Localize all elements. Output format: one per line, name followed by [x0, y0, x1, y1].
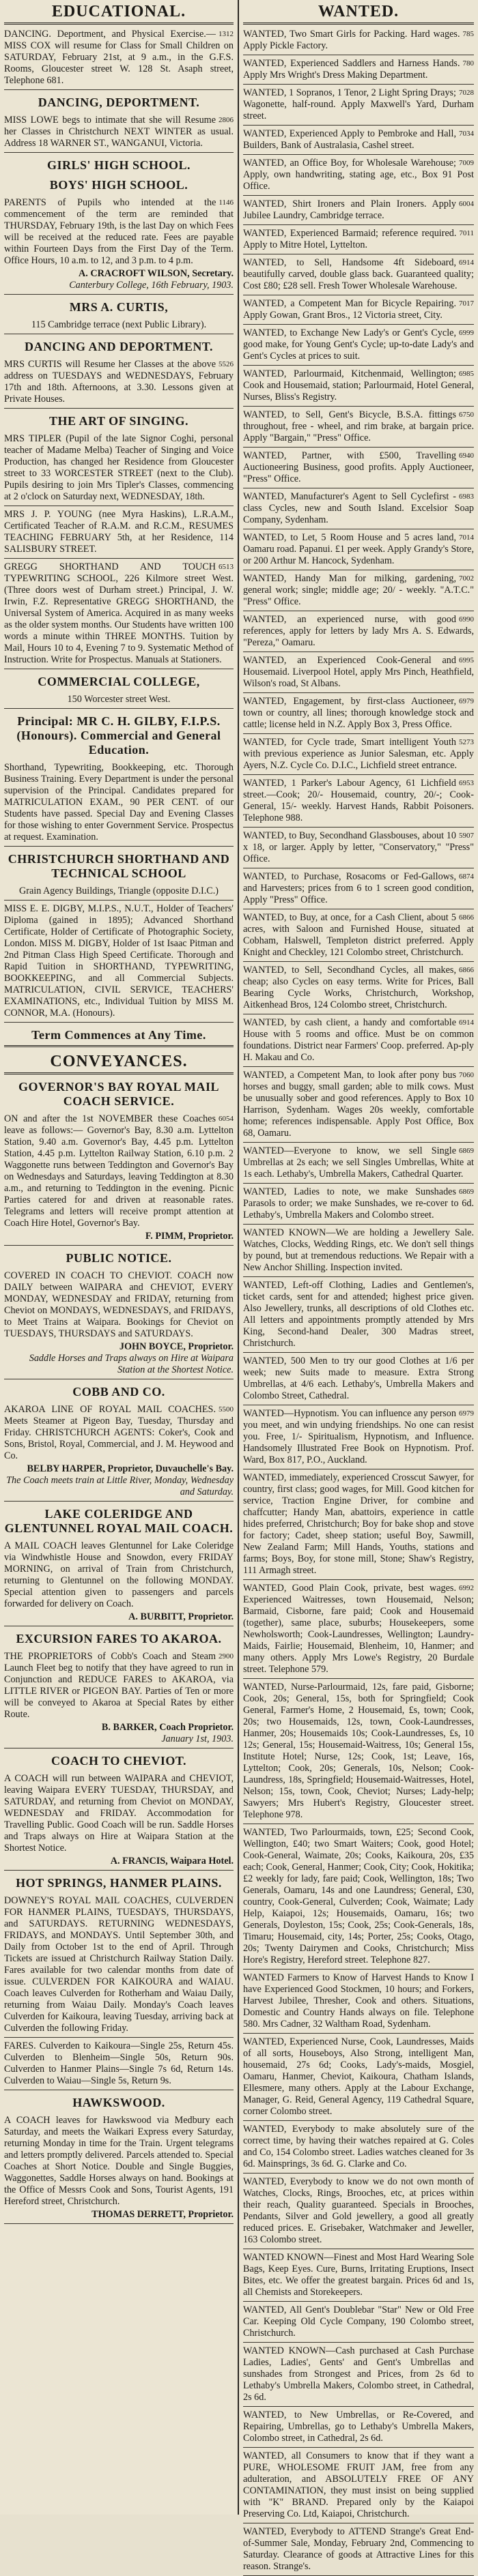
ad-text: WANTED, an Office Boy, for Wholesale Warehouse; Apply, own handwriting, stating age, etc., Box 91 Post Office.: [243, 158, 474, 192]
section-heading: THE ART OF SINGING.: [49, 414, 188, 428]
ad-text: WANTED, to New Umbrellas, or Re-Covered, and Repairing, Umbrellas, go to Lethaby's Umbrella Makers, Colombo street, in Cathedral, 2s 6d.: [243, 2410, 474, 2444]
ad-reference-number: 6953: [459, 779, 474, 787]
advertisement: [4, 430, 234, 506]
wanted-ad: [243, 909, 474, 962]
ad-footnote: Saddle Horses and Traps always on Hire at Waipara Station at the Shortest Notice.: [29, 1353, 234, 1375]
ad-text: WANTED, Partner, with £500, Travelling Auctioneering Business, good profits. Apply Auctioneer, "Press" Office.: [243, 450, 474, 484]
wanted-ad: [243, 55, 474, 85]
ad-text: WANTED, Left-off Clothing, Ladies and Gentlemen's, ticket cards, sent for and attended; highest price given. Also Jewellery, trunks, all descriptions of old Clothes etc. All letters and appointments promptly attended by Mrs King, Second-hand Dealer, 300 Madras street, Christchurch.: [243, 1280, 474, 1349]
ad-text: PARENTS of Pupils who intended at the commencement of the term are reminded that THURSDAY, February 19th, is the last Day on which Fees will be received at the reduced rate. Fees are payable within Fourteen Days from the First Day of the Term. Office Hours, 10 a.m. to 12, and 3 p.m. to 4 p.m.: [4, 197, 234, 266]
ad-text: A MAIL COACH leaves Glentunnel for Lake Coleridge via Windwhistle House and Snowdon, every FRIDAY MORNING, on arrival of Train from Christchurch, returning to Glentunnel on the following MONDAY. Special attention given to passengers and parcels forwarded for delivery on Coach.: [4, 1540, 234, 1609]
ad-text: WANTED, Experienced Apply to Pembroke and Hall, Builders, Bank of Australasia, Cashel street.: [243, 128, 456, 151]
advertisement: [4, 112, 234, 153]
section-heading: COMMERCIAL COLLEGE,: [38, 675, 200, 688]
divider: [4, 1045, 234, 1047]
ad-reference-number: 6992: [459, 1584, 474, 1592]
advertisement: [4, 1892, 234, 2038]
ad-reference-number: 6750: [459, 411, 474, 419]
ad-text: WANTED, an Experienced Cook-General and Housemaid. Liverpool Hotel, apply Mrs Pinch, Heathfield, Wilson's road, St Albans.: [243, 655, 474, 689]
ad-reference-number: 6869: [459, 1188, 474, 1196]
wanted-ad: [243, 1067, 474, 1143]
ad-text: WANTED, by cash client, a handy and comfortable House with 5 rooms and office. Must be on common foundations. District near Farmers' Coop. preferred. Ap-ply H. Makau and Co.: [243, 1017, 474, 1063]
ad-reference-number: 6990: [459, 615, 474, 624]
wanted-ad: [243, 611, 474, 652]
wanted-ad: [243, 126, 474, 155]
ad-text: WANTED, to Buy, at once, for a Cash Client, about 5 acres, with Saloon and Furnished House, situated at Cobham, Halswell, Templeton district preferred. Apply Knight and Checkley, 121 Colombo street, Christchurch.: [243, 912, 474, 958]
ad-text: WANTED—Hypnotism. You can influence any person you meet, and win undying friendships. No one can resist you. Free, 1/- Spiritualism, Hypnotism, and Influence. Handsomely Illustrated Free Book on Hypnotism. Prof. Ward, Box 817, P.O., Auckland.: [243, 1408, 474, 1465]
ad-text: WANTED, to Sell, Handsome 4ft Sideboard, beautifully carved, double glass back. Guaranteed quality; Cost £80; £28 sell. Fresh Tower Wholesale Warehouse.: [243, 257, 474, 291]
ad-text: WANTED, to Purchase, Rosacoms or Fed-Gallows, and Harvesters; prices from 6 to 1 screen good condition, Apply "Press" Office.: [243, 871, 474, 905]
wanted-ad: [243, 734, 474, 775]
ad-reference-number: 7017: [459, 299, 474, 308]
ad-text: WANTED, to Sell, Secondhand Cycles, all makes, cheap; also Cycles on easy terms. Write for Prices, Ball Bearing Cycle Works, Christchurch, Workshop, Aitkenhead Bros, 124 Colombo street, Christchurch.: [243, 965, 474, 1010]
ad-text: WANTED, all Consumers to know that if they want a PURE, WHOLESOME FRUIT JAM, free from any adulteration, and ABSOLUTELY FREE OF ANY CONTAMINATION, they must insist on being supplied with "K" BRAND. Prepared only by the Kaiapoi Preserving Co. Ltd, Kaiapoi, Christchurch.: [243, 2450, 474, 2519]
advertisement: [4, 317, 234, 334]
ad-text: WANTED, Two Smart Girls for Packing. Hard wages. Apply Pickle Factory.: [243, 29, 460, 51]
ad-reference-number: 6874: [459, 873, 474, 881]
ad-text: WANTED, 500 Men to try our good Clothes at 1/6 per week; new Suits made to measure. Extra Strong Umbrellas, at 4/6 each. Lethaby's, Umbrella Makers and Colombo Street, Cathedral.: [243, 1356, 474, 1401]
wanted-ad: [243, 868, 474, 909]
advertisement: [4, 26, 234, 90]
wanted-ad: [243, 407, 474, 448]
wanted-ad: [243, 85, 474, 126]
ad-reference-number: 6004: [459, 200, 474, 208]
wanted-ad: [243, 295, 474, 325]
ad-text: WANTED, Engagement, by first-class Auctioneer, town or country, all lines; thorough knowledge stock and cattle; license held in N.Z. Apply Box 3, Press Office.: [243, 696, 474, 730]
ad-reference-number: 5907: [459, 832, 474, 840]
wanted-ad: [243, 26, 474, 55]
ad-reference-number: 2806: [219, 116, 234, 124]
ad-reference-number: 6979: [459, 1409, 474, 1418]
ad-reference-number: 6914: [459, 259, 474, 267]
ad-text: AKAROA LINE OF ROYAL MAIL COACHES. Meets Steamer at Pigeon Bay, Tuesday, Thursday and Friday. CHRISTCHURCH AGENTS: Coker's, Cook and Sons, Bristol, Royal, Commercial, and J. M. Heywood and Co.: [4, 1404, 234, 1461]
ad-text: WANTED, an experienced nurse, with good references, apply for letters by lady Mrs A. S. Edwards, "Pereza," Oamaru.: [243, 614, 474, 648]
wanted-ad: [243, 1970, 474, 2034]
advertisement: [4, 194, 234, 295]
ad-text: WANTED, a Competent Man, to look after pony bus horses and buggy, small garden; able to milk cows. Must be unusually sober and good references. Apply to Box 10 Harrison, Sydenham. Wages 20s weekly, comfortable home; references indispensable. Apply Post Office, Box 68, Oamaru.: [243, 1070, 474, 1139]
wanted-ad: [243, 155, 474, 196]
wanted-ad: [243, 488, 474, 529]
ad-signature: THOMAS DERRETT, Proprietor.: [92, 2209, 234, 2220]
wanted-ad: [243, 529, 474, 570]
ad-text: Shorthand, Typewriting, Bookkeeping, etc. Thorough Business Training. Every Department is under the personal supervision of the Principal. Candidates prepared for MATRICULATION EXAM., 90 PER CENT. of our Students have passed. Special Day and Evening Classes for those wishing to enter Government Service. Prospectus at request. Examination.: [4, 762, 234, 843]
ad-text: A COACH will run between WAIPARA and CHEVIOT, leaving Waipara EVERY TUESDAY, THURSDAY, and SATURDAY, and returning from Cheviot on MONDAY, WEDNESDAY and FRIDAY. Accommodation for Travelling Public. Good Coach will be run. Saddle Horses and Traps always on Hire at Waipara Station at the Shortest Notice.: [4, 1773, 234, 1854]
wanted-ad: [243, 2407, 474, 2448]
ad-reference-number: 6979: [459, 697, 474, 705]
ad-signature: A. CRACROFT WILSON, Secretary.: [79, 268, 234, 279]
advertisement: [4, 1770, 234, 1871]
ad-reference-number: 7034: [459, 130, 474, 138]
advertisement: [4, 1111, 234, 1246]
ad-text: THE PROPRIETORS of Cobb's Coach and Steam Launch Fleet beg to notify that they have agreed to run in Conjunction and REDUCE FARES to AKAROA, via LITTLE RIVER or PIGEON BAY. Parties of Ten or more will be conveyed to Akaroa at Special Rates by either Route.: [4, 1651, 234, 1720]
ad-reference-number: 7002: [459, 574, 474, 583]
ad-text: WANTED, Everybody to know we do not own month of Watches, Clocks, Rings, Brooches, etc, at prices within their reach, Quality guaranteed. Specials in Brooches, Pendants, Silver and Gold jewellery, a good all greatly reduced prices. E. Grisebaker, Watchmaker and Jeweller, 163 Colombo street.: [243, 2176, 474, 2245]
wanted-ad: [243, 2121, 474, 2174]
ad-text: WANTED, Manufacturer's Agent to Sell Cyclefirst - class Cycles, new and South Island. Excelsior Soap Company, Sydenham.: [243, 491, 474, 525]
ad-text: WANTED KNOWN—Cash purchased at Cash Purchase Ladies, Ladies', Gents' and Gent's Umbrellas and sunshades from Strongest and Prices, from 2s 6d to Lethaby's Umbrella Makers, Colombo street, in Cathedral, 2s 6d.: [243, 2345, 474, 2403]
ad-reference-number: 6869: [459, 1147, 474, 1155]
ad-text: WANTED, 1 Sopranos, 1 Tenor, 2 Light Spring Drays; Wagonette, half-round. Apply Maxwell's Yard, Durham street.: [243, 87, 474, 121]
ad-reference-number: 5526: [219, 360, 234, 368]
ad-reference-number: 5500: [219, 1405, 234, 1414]
advertisement: [4, 356, 234, 409]
ad-reference-number: 7028: [459, 89, 474, 97]
ad-reference-number: 5273: [459, 738, 474, 746]
ad-text: A COACH leaves for Hawkswood via Medbury each Saturday, and meets the Waikari Express every Saturday, returning Monday in time for the Train. Urgent telegrams and letters promptly delivered. Parcels attended to. Special Coaches at Short Notice. Double and Single Buggies, Waggonettes, Saddle Horses always on hand. Bookings at the Office of Messrs Cook and Sons, Tourist Agents, 191 Hereford street, Christchurch.: [4, 2115, 234, 2207]
ad-text: ON and after the 1st NOVEMBER these Coaches leave as follows:— Governor's Bay, 8.30 a.m. Lyttelton Station, 9.40 a.m. Governor's Bay, 4.45 p.m. Lyttelton Station, 4.45 p.m. Lyttelton Railway Station, 6.10 p.m. 2 Waggonette runs between Teddington and Governor's Bay on Wednesdays and Saturdays, leaving Teddington at 8.30 a.m., and returning to Teddington in the evening. Picnic Parties catered for and driven at reasonable rates. Telegrams and letters will receive prompt attention at Coach Hire Hotel, Governor's Bay.: [4, 1113, 234, 1229]
advertisement: [4, 1401, 234, 1502]
ad-text: 115 Cambridge terrace (next Public Library).: [31, 319, 207, 330]
ad-text: 150 Worcester street West.: [67, 694, 171, 705]
ad-signature: A. FRANCIS, Waipara Hotel.: [110, 1856, 234, 1867]
wanted-ad: [243, 2249, 474, 2302]
advertisement: [4, 506, 234, 559]
ad-reference-number: 6054: [219, 1115, 234, 1123]
section-heading: HAWKSWOOD.: [72, 2096, 165, 2109]
ad-text: WANTED—Everyone to know, we sell Single Umbrellas at 2s each; we sell Singles Umbrellas, White at 1s each. Lethaby's, Umbrella Makers, Cathedral Quarter.: [243, 1145, 474, 1180]
wanted-ad: [243, 1014, 474, 1067]
wanted-ad: [243, 2302, 474, 2343]
ad-text: COVERED IN COACH TO CHEVIOT. COACH now DAILY between WAIPARA and CHEVIOT, EVERY MONDAY, WEDNESDAY and FRIDAY, returning from Cheviot on MONDAYS, WEDNESDAYS, and FRIDAYS, to Meet Trains at Waipara. Bookings for Cheviot on TUESDAYS, THURSDAYS and SATURDAYS.: [4, 1270, 234, 1339]
section-heading: EXCURSION FARES TO AKAROA.: [16, 1632, 222, 1645]
ad-reference-number: 6866: [459, 966, 474, 974]
ad-signature: A. BURBITT, Proprietor.: [128, 1611, 234, 1622]
ad-text: WANTED, Ladies to note, we make Sunshades Parasols to order; we make Sunshades, we re-cover to 6d. Lethaby's, Umbrella Makers and Colombo street.: [243, 1186, 474, 1220]
wanted-ad: [243, 2174, 474, 2249]
ad-reference-number: 7014: [459, 533, 474, 542]
section-heading: Term Commences at Any Time.: [31, 1028, 206, 1042]
wanted-ad: [243, 652, 474, 693]
ad-text: MRS J. P. YOUNG (nee Myra Haskins), L.R.A.M., Certificated Teacher of R.A.M. and R.C.M., RESUMES TEACHING FEBRUARY 5th, at her Residence, 114 SALISBURY STREET.: [4, 509, 234, 555]
wanted-ad: [243, 2343, 474, 2407]
wanted-ad: [243, 2448, 474, 2523]
ad-text: Grain Agency Buildings, Triangle (opposite D.I.C.): [18, 886, 219, 896]
wanted-ad: [243, 366, 474, 407]
ad-text: WANTED, Everybody to ATTEND Strange's Great End-of-Summer Sale, Monday, February 2nd, Commencing to Saturday. Clearance of goods at Attractive Lines for this reason. Strange's.: [243, 2526, 474, 2572]
ad-signature: BELBY HARPER, Proprietor, Duvauchelle's Bay.: [27, 1463, 234, 1474]
conveyances-heading: CONVEYANCES.: [4, 1050, 234, 1074]
ad-reference-number: 1146: [219, 199, 234, 207]
section-heading: CHRISTCHURCH SHORTHAND AND TECHNICAL SCHOOL: [8, 852, 230, 880]
section-heading: GIRLS' HIGH SCHOOL.: [46, 158, 191, 172]
section-heading: PUBLIC NOTICE.: [66, 1251, 172, 1265]
ad-text: GREGG SHORTHAND AND TOUCH TYPEWRITING SCHOOL, 226 Kilmore street West. (Three doors west of Durham street.) Principal, J. W. Irwin, F.Z. Representative GREGG SHORTHAND, the Universal System of America. Acquired in as many weeks as the older system months. Our Students have written 100 words a minute within THREE MONTHS. Tuition by Mail, Hours 10 to 4, Evening 7 to 9. Systematic Method of Instruction. Write for Prospectus. Manuals at Stationers.: [4, 561, 234, 665]
wanted-ad: [243, 2523, 474, 2576]
wanted-ad: [243, 254, 474, 295]
ad-text: WANTED, to Let, 5 Room House and 5 acres land, Oamaru road. Papanui. £1 per week. Apply Grandy's Store, or 200 Arthur M. Hancock, Sydenham.: [243, 532, 474, 566]
wanted-ad: [243, 1184, 474, 1225]
wanted-ad: [243, 962, 474, 1014]
section-heading: LAKE COLERIDGE AND GLENTUNNEL ROYAL MAIL COACH.: [4, 1507, 234, 1535]
wanted-ad: [243, 1277, 474, 1353]
ad-text: FARES. Culverden to Kaikoura—Single 25s, Return 45s. Culverden to Blenheim—Single 50s, Return 90s. Culverden to Hanmer Plains—Single 7s 6d, Return 14s. Culverden to Waiau—Single 5s, Return 9s.: [4, 2040, 234, 2086]
advertisement: [4, 2038, 234, 2090]
educational-column: [0, 0, 239, 2515]
section-heading: Principal: MR C. H. GILBY, F.I.P.S. (Honours). Commercial and General Education.: [16, 714, 221, 757]
advertisement: [4, 901, 234, 1023]
ad-text: WANTED, Parlourmaid, Kitchenmaid, Wellington; Cook and Housemaid, station; Parlourmaid, Hotel General, Nurses, Bliss's Registry.: [243, 368, 474, 402]
ad-text: WANTED KNOWN—We are holding a Jewellery Sale. Watches, Clocks, Wedding Rings, etc. We don't sell things by pound, but at tremendous reductions. We Repair with a New Anchor Shilling. Inspection invited.: [243, 1227, 474, 1273]
ad-text: WANTED, All Gent's Doublebar "Star" New or Old Free Car. Keeping Old Cycle Company, 190 Colombo street, Christchurch.: [243, 2304, 474, 2339]
ad-signature: B. BARKER, Coach Proprietor.: [101, 1722, 234, 1733]
ad-text: DOWNEY'S ROYAL MAIL COACHES, CULVERDEN FOR HANMER PLAINS, TUESDAYS, THURSDAYS, and SATURDAYS. RETURNING WEDNESDAYS, FRIDAYS, and MONDAYS. Until September 30th, and Daily from October 1st to the end of April. Through Tickets are issued at Christchurch Railway Station Daily. Fares available for two calendar months from date of issue. CULVERDEN FOR KAIKOURA and WAIAU. Coach leaves Culverden for Rotherham and Waiau Daily, returning from Waiau Daily. Monday's Coach leaves Culverden for Kaikoura, leaving Tuesday, arriving back at Culverden the following Friday.: [4, 1895, 234, 2034]
ad-signature: JOHN BOYCE, Proprietor.: [119, 1341, 234, 1352]
wanted-ad: [243, 448, 474, 488]
ad-reference-number: 785: [462, 30, 474, 38]
advertisement: [4, 691, 234, 709]
wanted-ad: [243, 1824, 474, 1970]
ad-footnote: Canterbury College, 16th February, 1903.: [69, 280, 234, 291]
ad-reference-number: 6940: [459, 452, 474, 460]
ad-footnote: January 1st, 1903.: [161, 1733, 234, 1744]
ad-reference-number: 6513: [219, 563, 234, 571]
ad-reference-number: 6985: [459, 370, 474, 378]
section-heading: HOT SPRINGS, HANMER PLAINS.: [16, 1876, 222, 1890]
section-heading: GOVERNOR'S BAY ROYAL MAIL COACH SERVICE.: [18, 1080, 220, 1108]
ad-text: WANTED, to Exchange New Lady's or Gent's Cycle, good make, for Young Gent's Cycle; up-to-date Lady's and Gent's Cycles at prices to suit.: [243, 327, 474, 362]
ad-text: WANTED, 1 Parker's Labour Agency, 61 Lichfield street.—Cook; 20/- Housemaid, country, 20/-; Cook-General, 15/- weekly. Harvest Hands, Rabbit Poisoners. Telephone 988.: [243, 778, 474, 823]
ad-text: MRS CURTIS will Resume her Classes at the above address on TUESDAYS and WEDNESDAYS, February 17th and 18th. Afternoons, at 3.30. Lessons given at Private Houses.: [4, 359, 234, 405]
ad-text: WANTED, Nurse-Parlourmaid, 12s, fare paid, Gisborne; Cook, 20s; General, 15s, both for Springfield; Cook General, Farmer's Home, 2 Housemaid, £s, town; Cook, 20s; two Housemaids, 12s, town, Cook-Laundresses, Hanmer, 20s; Housemaids 10s; Cook-Laundresses, £s, 10 12s; General, 15s; Housemaid-Waitress, 10s; General 15s, Institute Hotel; Nurse, 12s; Cook, 1st; Leave, 16s, Lyttelton; Cook, 20s; Generals, 10s, Nelson; Cook-Laundress, 18s, Springfield; Housemaid-Waitresses, Hotel, Nelson; 15s, town, Cook, Cheviot; Nurses; Lady-help; Sawyers; Mrs Hubert's Registry, Gloucester street. Telephone 978.: [243, 1682, 474, 1820]
wanted-ad: [243, 225, 474, 254]
ad-text: WANTED, to Buy, Secondhand Glassbouses, about 10 x 18, or larger. Apply by letter, "Conservatory," "Press" Office.: [243, 830, 474, 864]
ad-text: DANCING. Deportment, and Physical Exercise.—MISS COX will resume for Class for Small Children on SATURDAY, February 21st, at 9 a.m., in the G.F.S. Rooms, Gloucester street W. 128 St. Asaph street, Telephone 681.: [4, 29, 234, 86]
advertisement: [4, 1268, 234, 1379]
wanted-ad: [243, 1405, 474, 1469]
wanted-ad: [243, 828, 474, 868]
ad-text: MISS E. E. DIGBY, M.I.P.S., N.U.T., Holder of Teachers' Diploma (gained in 1895); Advanced Shorthand Certificate, Holder of Certificate of Photographic Society, London. MISS M. DIGBY, Holder of 1st Isaac Pitman and 2nd Pitman Class High Speed Certificate. Thorough and Rapid Tuition in SHORTHAND, TYPEWRITING, BOOKKEEPING, and all Commercial Subjects. MATRICULATION, CIVIL SERVICE, TEACHERS' EXAMINATIONS, etc., Individual Tuition by MISS M. CONNOR, M.A. (Honours).: [4, 903, 234, 1019]
section-heading: COBB AND CO.: [72, 1385, 165, 1399]
ad-text: WANTED KNOWN—Finest and Most Hard Wearing Sole Bags, Keep Eyes. Cure, Burns, Irritating Eruptions, Insect Bites, etc. We offer the greatest bargain. Prices 6d and 1s, all Chemists and Storekeepers.: [243, 2252, 474, 2298]
section-heading: COACH TO CHEVIOT.: [51, 1754, 187, 1768]
ad-reference-number: 7060: [459, 1071, 474, 1079]
wanted-ad: [243, 1580, 474, 1679]
advertisement: [4, 559, 234, 669]
ad-reference-number: 7009: [459, 159, 474, 167]
wanted-ad: [243, 1679, 474, 1824]
ad-signature: F. PIMM, Proprietor.: [145, 1231, 234, 1242]
ad-text: WANTED, Two Parlourmaids, town, £25; Second Cook, Wellington, £40; two Smart Waiters; Cook, good Hotel; Cook-General, Waimate, 20s; Cooks, Kaikoura, 20s, £35 each; Cook, General, Hanmer; Cook, City; Cook, Hokitika; £2 weekly for lady, fare paid; Cook, Wellington, 18s; Two Generals, Oamaru, 14s and one Laundress; General, £30, country, Cook-General, Culverden; Cook, Waimate; Lady Help, Kaiapoi, 12s; Housemaids, Oamaru, 16s; two Generals, Doyleston, 15s; Cook, 25s; Cook-Generals, 18s, Timaru; Housemaid, city, 14s; Porter, 25s; Cooks, Otago, 20s; Twenty Dairymen and Cooks, Christchurch; Miss Hore's Registry, Hereford street. Telephone 827.: [243, 1827, 474, 1965]
ad-text: WANTED, to Sell, Gent's Bicycle, B.S.A. fittings throughout, free - wheel, and rim brake, at bargain price. Apply "Bargain," "Press" Office.: [243, 409, 474, 443]
ad-text: WANTED, Everybody to make absolutely sure of the correct time, by having their watches repaired at G. Coles and Co, 154 Colombo street. Ladies watches cleaned for 3s 6d. Mainsprings, 3s 6d. G. Clarke and Co.: [243, 2124, 474, 2169]
wanted-ad: [243, 1353, 474, 1405]
advertisement: [4, 2112, 234, 2224]
ad-text: WANTED, Experienced Barmaid; reference required. Apply to Mitre Hotel, Lyttelton.: [243, 228, 457, 250]
ad-reference-number: 780: [462, 59, 474, 68]
ad-text: WANTED, immediately, experienced Crosscut Sawyer, for country, first class; good wages, for Mill. Good kitchen for service, Traction Engine Driver, for combine and chaffcutter; Handy Man, abattoirs, experience in cattle hides preferred, Christchurch; Boy for bake shop and stove for factory; Cadet, sheep station; useful Boy, Sawmill, New Zealand Farm; Mill Hands, Youths, stations and farms; Boys, Boy, for stone mill, Stone; Shaw's Registry, 111 Armagh street.: [243, 1472, 474, 1576]
section-heading: DANCING AND DEPORTMENT.: [24, 340, 214, 353]
wanted-ad: [243, 693, 474, 734]
ad-text: WANTED, Handy Man for milking, gardening, general work; single; middle age; 20/ - weekly. "A.T.C." "Press" Office.: [243, 573, 474, 607]
advertisement: [4, 759, 234, 847]
ad-reference-number: 7011: [459, 229, 474, 237]
wanted-ad: [243, 2034, 474, 2121]
ad-reference-number: 6914: [459, 1019, 474, 1027]
ad-reference-number: 6866: [459, 913, 474, 922]
wanted-ad: [243, 1143, 474, 1184]
advertisement: [4, 1648, 234, 1748]
wanted-ad: [243, 570, 474, 611]
wanted-column: [239, 0, 478, 2572]
section-heading: DANCING, DEPORTMENT.: [38, 96, 200, 109]
wanted-heading: WANTED.: [243, 0, 474, 25]
wanted-ad: [243, 325, 474, 366]
ad-text: WANTED, for Cycle trade, Smart intelligent Youth with previous experience as Junior Salesman, etc. Apply Ayers, N.Z. Cycle Co. D.I.C., Lichfield street entrance.: [243, 737, 474, 771]
section-heading: BOYS' HIGH SCHOOL.: [49, 178, 188, 192]
ad-text: MISS LOWE begs to intimate that she will Resume her Classes in Christchurch NEXT WINTER as usual. Address 18 WARNER ST., WANGANUI, Victoria.: [4, 115, 234, 149]
educational-heading: EDUCATIONAL.: [4, 0, 234, 25]
section-heading: MRS A. CURTIS,: [69, 300, 169, 314]
wanted-ad: [243, 1225, 474, 1277]
wanted-ad: [243, 775, 474, 828]
wanted-ad: [243, 1469, 474, 1580]
advertisement: [4, 883, 234, 901]
ad-reference-number: 6999: [459, 329, 474, 337]
ad-reference-number: 1312: [219, 30, 234, 38]
ad-reference-number: 6995: [459, 656, 474, 664]
wanted-ad: [243, 196, 474, 225]
ad-footnote: The Coach meets train at Little River, Monday, Wednesday and Saturday.: [6, 1475, 234, 1497]
ad-reference-number: 2900: [219, 1652, 234, 1660]
ad-text: MRS TIPLER (Pupil of the late Signor Coghi, personal teacher of Madame Melba) Teacher of Singing and Voice Production, has changed her Residence from Gloucester street to 33 WORCESTER STREET (next to the Club). Pupils desiring to join Mrs Tipler's Classes, commencing at 2 o'clock on Saturday next, WEDNESDAY, 18th.: [4, 433, 234, 502]
ad-text: WANTED, Experienced Nurse, Cook, Laundresses, Maids of all sorts, Houseboys, Also Strong, intelligent Man, housemaid, 27s 6d; Cooks, Lady's-maids, Mosgiel, Oamaru, Hanmer, Cheviot, Kaikoura, Chatham Islands, Ellesmere, many others. Apply at the Labour Exchange, Manager, G. Reid, General Agency, 119 Cathedral Square, corner Colombo street.: [243, 2036, 474, 2117]
ad-text: WANTED, Good Plain Cook, private, best wages. Experienced Waitresses, town Housemaid, Nelson; Barmaid, Cisborne, fare paid; Cook and Housemaid (together), same place, suburbs; Housekeepers, some Newholsworth; Cook-Laundresses, Wellington; Laundry-Maids, Fairlie; Housemaid, Blenheim, 10, Hanmer; and many others. Apply Mrs Lowe's Registry, 20 Burdale street. Telephone 579.: [243, 1583, 474, 1675]
ad-text: WANTED, Experienced Saddlers and Harness Hands. Apply Mrs Wright's Dress Making Department.: [243, 58, 460, 80]
ad-text: WANTED, Shirt Ironers and Plain Ironers. Apply Jubilee Laundry, Cambridge terrace.: [243, 199, 456, 221]
ad-text: WANTED, a Competent Man for Bicycle Repairing. Apply Gowan, Grant Bros., 12 Victoria street, City.: [243, 298, 456, 321]
ad-text: WANTED Farmers to Know of Harvest Hands to Know I have Experienced Good Stockmen, 10 hours; and Forkers, Harvest Jubilee, Thresher, Cook and others. Situations, Domestic and Country Hands always on file. Telephone 580. Mrs Cadner, 32 Waltham Road, Sydenham.: [243, 1972, 474, 2030]
advertisement: [4, 1538, 234, 1626]
ad-reference-number: 6983: [459, 493, 474, 501]
